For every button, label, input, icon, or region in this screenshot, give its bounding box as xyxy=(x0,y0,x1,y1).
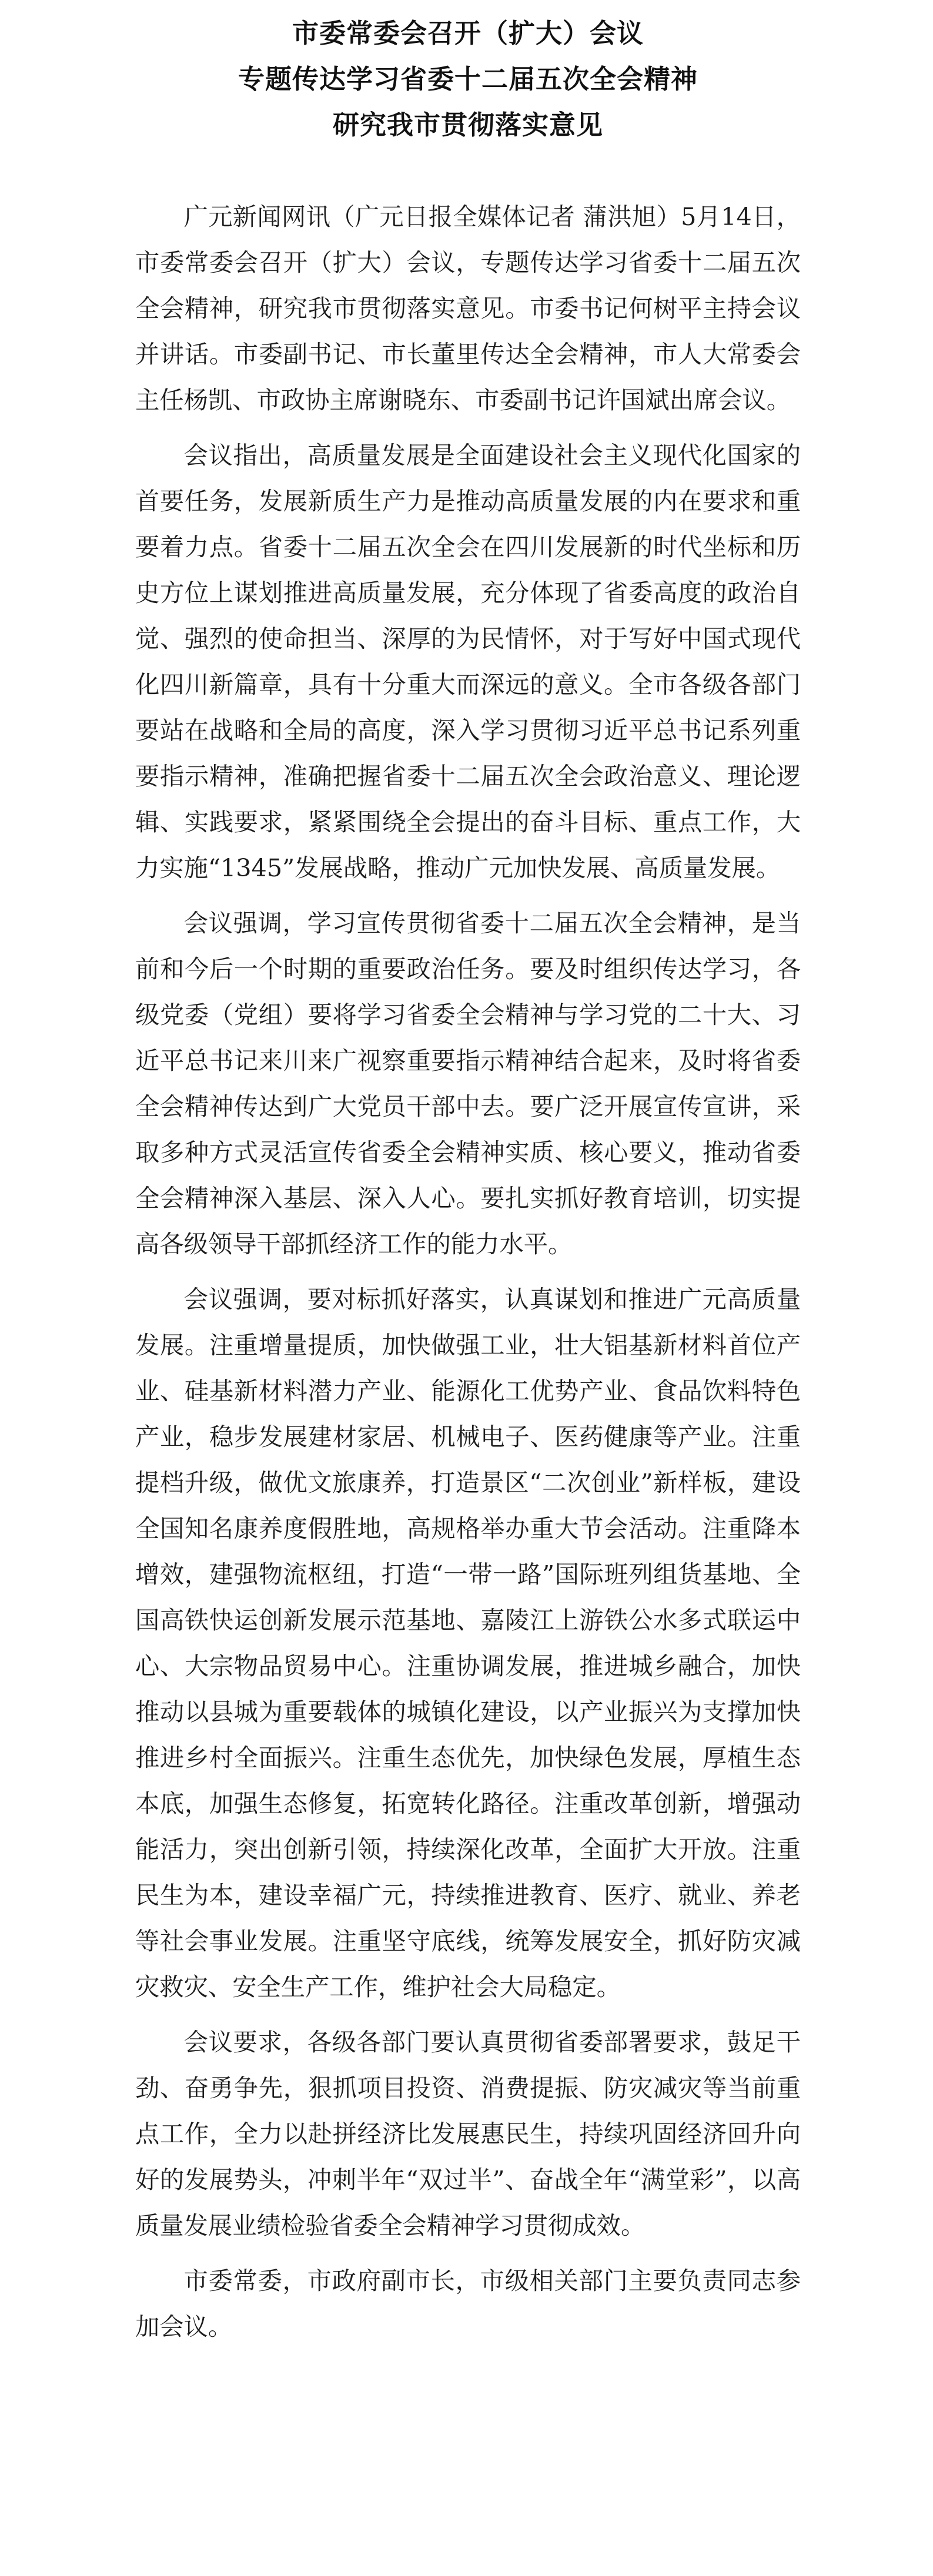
article-paragraph: 市委常委，市政府副市长，市级相关部门主要负责同志参加会议。 xyxy=(135,2267,801,2341)
article-body xyxy=(135,194,801,2350)
article-paragraph: 会议指出，高质量发展是全面建设社会主义现代化国家的首要任务，发展新质生产力是推动高质量发展的内在要求和重要着力点。省委十二届五次全会在四川发展新的时代坐标和历史方位上谋划推进高质量发展，充分体现了省委高度的政治自觉、强烈的使命担当、深厚的为民情怀，对于写好中国式现代化四川新篇章，具有十分重大而深远的意义。全市各级各部门要站在战略和全局的高度，深入学习贯彻习近平总书记系列重要指示精神，准确把握省委十二届五次全会政治意义、理论逻辑、实践要求，紧紧围绕全会提出的奋斗目标、重点工作，大力实施“1345”发展战略，推动广元加快发展、高质量发展。 xyxy=(135,441,801,882)
article-paragraph: 广元新闻网讯（广元日报全媒体记者 蒲洪旭）5月14日，市委常委会召开（扩大）会议，专题传达学习省委十二届五次全会精神，研究我市贯彻落实意见。市委书记何树平主持会议并讲话。市委副书记、市长董里传达全会精神，市人大常委会主任杨凯、市政协主席谢晓东、市委副书记许国斌出席会议。 xyxy=(135,203,801,414)
article-title xyxy=(135,11,801,148)
article-paragraph: 会议强调，要对标抓好落实，认真谋划和推进广元高质量发展。注重增量提质，加快做强工业，壮大铝基新材料首位产业、硅基新材料潜力产业、能源化工优势产业、食品饮料特色产业，稳步发展建材家居、机械电子、医药健康等产业。注重提档升级，做优文旅康养，打造景区“二次创业”新样板，建设全国知名康养度假胜地，高规格举办重大节会活动。注重降本增效，建强物流枢纽，打造“一带一路”国际班列组货基地、全国高铁快运创新发展示范基地、嘉陵江上游铁公水多式联运中心、大宗物品贸易中心。注重协调发展，推进城乡融合，加快推动以县城为重要载体的城镇化建设，以产业振兴为支撑加快推进乡村全面振兴。注重生态优先，加快绿色发展，厚植生态本底，加强生态修复，拓宽转化路径。注重改革创新，增强动能活力，突出创新引领，持续深化改革，全面扩大开放。注重民生为本，建设幸福广元，持续推进教育、医疗、就业、养老等社会事业发展。注重坚守底线，统筹发展安全，抓好防灾减灾救灾、安全生产工作，维护社会大局稳定。 xyxy=(135,1285,801,2001)
article-paragraph: 会议强调，学习宣传贯彻省委十二届五次全会精神，是当前和今后一个时期的重要政治任务。要及时组织传达学习，各级党委（党组）要将学习省委全会精神与学习党的二十大、习近平总书记来川来广视察重要指示精神结合起来，及时将省委全会精神传达到广大党员干部中去。要广泛开展宣传宣讲，采取多种方式灵活宣传省委全会精神实质、核心要义，推动省委全会精神深入基层、深入人心。要扎实抓好教育培训，切实提高各级领导干部抓经济工作的能力水平。 xyxy=(135,909,801,1258)
title-line: 市委常委会召开（扩大）会议 xyxy=(292,18,644,49)
title-line: 研究我市贯彻落实意见 xyxy=(332,109,603,140)
article-paragraph: 会议要求，各级各部门要认真贯彻省委部署要求，鼓足干劲、奋勇争先，狠抓项目投资、消费提振、防灾减灾等当前重点工作，全力以赴拼经济比发展惠民生，持续巩固经济回升向好的发展势头，冲刺半年“双过半”、奋战全年“满堂彩”，以高质量发展业绩检验省委全会精神学习贯彻成效。 xyxy=(135,2028,801,2240)
title-line: 专题传达学习省委十二届五次全会精神 xyxy=(238,63,698,95)
news-article xyxy=(135,0,801,2359)
